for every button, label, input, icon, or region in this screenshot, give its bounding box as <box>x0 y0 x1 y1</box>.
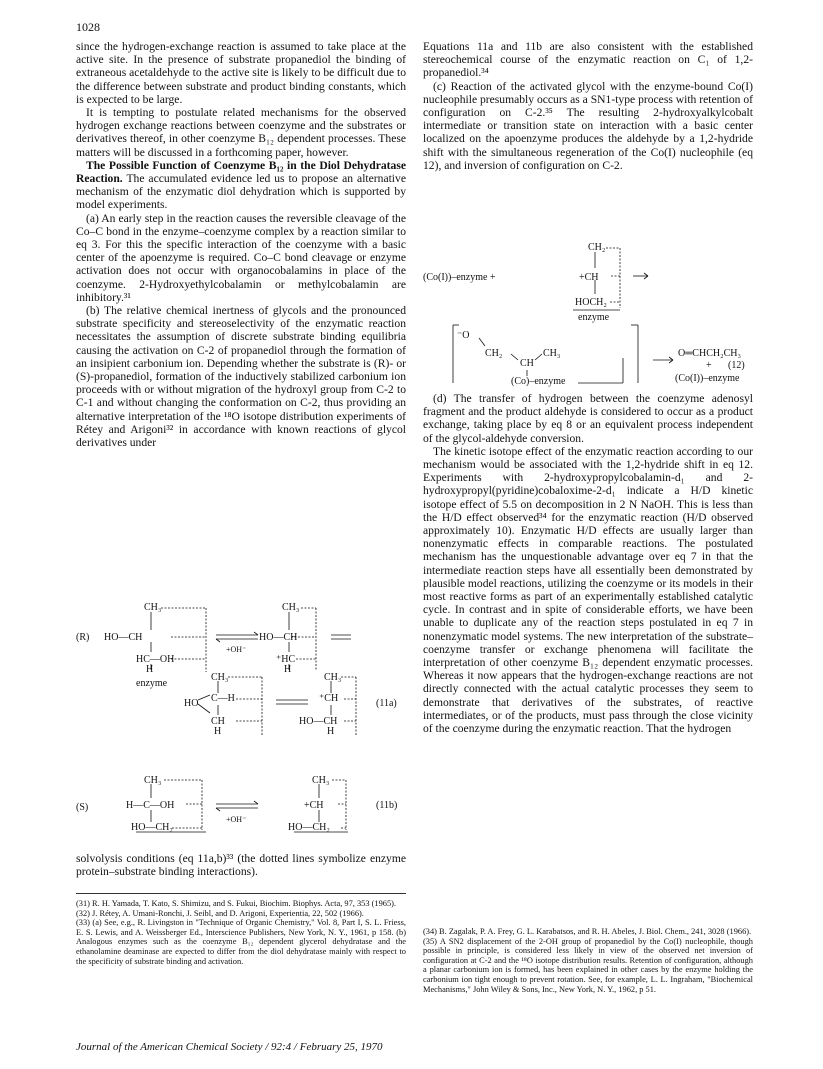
paragraph <box>76 159 406 212</box>
h-label: H <box>327 726 335 737</box>
ch3-label: CH₃ <box>282 602 300 613</box>
ho-ch-label: HO—CH <box>104 632 143 643</box>
paragraph: (c) Reaction of the activated glycol with the enzyme-bound Co(I) nucleophile presumably occurs as a SN1-type process with retention of configuration on C-2.³⁵ The resulting 2-hydroxyalkylcobalt intermediate or transition state on interaction with a basic center localized on the apoenzyme produces the aldehyde by a 1,2-hydride shift with the simultaneous regeneration of the Co(I) nucleophile (eq 12), and inversion of configuration on C-2. <box>423 79 754 172</box>
ch3-label: CH₃ <box>144 602 162 613</box>
ch2-label: CH₂ <box>485 348 503 359</box>
plus-hc-label: ⁺HC <box>276 654 296 665</box>
references-right <box>423 927 753 994</box>
reference-item: (34) B. Zagalak, P. A. Frey, G. L. Karabatsos, and R. H. Abeles, J. Biol. Chem., 241, 3028 (1966). <box>423 927 752 936</box>
product-label: O═CHCH₂CH₃ <box>678 348 741 359</box>
page-number: 1028 <box>76 20 100 34</box>
ho-ch2-label: HO—CH₂ <box>288 822 330 833</box>
left-column-continued <box>76 852 406 878</box>
hoch2-label: HOCH₂ <box>575 297 607 308</box>
reference-item: (33) (a) See, e.g., R. Livingston in "Technique of Organic Chemistry," Vol. 8, Part I, S. L. Friess, E. S. Lewis, and A. Weissberger Ed., Interscience Publishers, New York, N. Y., 1961, p 158. (b) Analogous enzymes such as the coenzyme B₁₂ dependent glycerol dehydratase and the ethanolamine deaminase are expected to differ from the diol dehydratase mainly with respect to the specificity of substrate binding and activation. <box>76 918 406 966</box>
enzyme-label: enzyme <box>578 312 610 323</box>
eq-number-11a: (11a) <box>376 698 397 709</box>
h-c-oh-label: H—C—OH <box>126 800 175 811</box>
co-enzyme-label: (Co(I))–enzyme + <box>423 272 496 283</box>
co-enzyme-label: (Co)–enzyme <box>511 376 566 387</box>
references-left <box>76 899 406 966</box>
paragraph-text: The accumulated evidence led us to propose an alternative mechanism of the enzymatic diol dehydration which is supported by model experiments. <box>76 172 406 212</box>
reference-item: (35) A SN2 displacement of the 2-OH group of propanediol by the Co(I) nucleophile, though possible in principle, is considered less likely in view of the observed net inversion of configuration at C-2 and the ¹⁸O isotope distribution results. Retention of configuration, although a planar carbonium ion is formed, has been explained in other cases by the enzyme holding the carbonium ion tight enough to prevent rotation. See, for example, L. L. Ingraham, "Biochemical Mechanisms," John Wiley & Sons, Inc., New York, N. Y., 1962, p 51. <box>423 936 753 994</box>
ch3-label: CH₃ <box>543 348 561 359</box>
paragraph: (b) The relative chemical inertness of glycols and the pronounced substrate specificity and stereoselectivity of the enzymatic reaction necessitates the assumption of discrete substrate binding equilibria causing the activation on C-2 of propanediol through the formation of an insipient carbonium ion. Depending whether the substrate is (R)- or (S)-propanediol, formation of the inductively stabilized carbonium ion proceeds with or without migration of the hydroxyl group from C-2 to C-1 and without changing the conformation on C-2, thus providing an alternative interpretation of the ¹⁸O isotope distribution experiments of Rétey and Arigoni³² in accordance with known reactions of glycol derivatives under <box>76 304 406 450</box>
left-column <box>76 40 406 449</box>
o-minus-label: ⁻O <box>457 330 470 341</box>
hc-oh-label: HC—OH <box>136 654 175 665</box>
plus-ch-label: +CH <box>304 800 324 811</box>
ch3-label: CH₃ <box>211 672 229 683</box>
h-label: H <box>146 664 154 675</box>
reference-item: (32) J. Rétey, A. Umani-Ronchi, J. Seibl, and D. Arigoni, Experientia, 22, 502 (1966). <box>76 908 364 918</box>
reaction-scheme-12 <box>423 238 758 388</box>
eq-number-11b: (11b) <box>376 800 398 811</box>
ch3-label: CH₃ <box>324 672 342 683</box>
h-label: H <box>214 726 222 737</box>
label-s: (S) <box>76 802 89 813</box>
right-column-continued <box>423 392 753 735</box>
paragraph: It is tempting to postulate related mechanisms for the observed hydrogen exchange reactions between coenzyme and the substrates or derivatives thereof, in other coenzyme B₁₂ dependent processes. These matters will be discussed in a forthcoming paper, however. <box>76 106 406 159</box>
ho-ch-label: HO—CH <box>299 716 338 727</box>
label-r: (R) <box>76 632 90 643</box>
ho-ch-label: HO—CH <box>259 632 298 643</box>
paragraph: The kinetic isotope effect of the enzymatic reaction according to our mechanism would be associated with the 1,2-hydride shift in eq 12. Experiments with 2-hydroxypropylcobalamin-d₁ and 2-hydroxypropyl(pyridine)cobaloxime-2-d₁ indicate a H/D kinetic isotope effect of 5.5 on decomposition in 2 N NaOH. This is less than the H/D effect observed³⁴ for the enzymatic reaction (H/D observed approximately 10). Enzymatic H/D effects are usually larger than nonenzymatic effects in comparable reactions. The postulated mechanism has the unquestionable advantage over eq 7 in that the intermediate reaction steps have all essentially been demonstrated by plausible model reactions, utilizing the coenzyme or its models in their most reactive forms as part of an experimentally established catalytic cycle. In contrast and in spite of considerable efforts, we have been unable to duplicate any of the reaction steps postulated in eq 7 in nonenzymatic model systems. The new interpretation of the substrate–coenzyme transfer or exchange phenomena will facilitate the interpretation of other coenzyme B₁₂ dependent enzymatic processes. Whereas it now appears that the hydrogen-exchange reactions are not directly connected with the actual catalytic processes they seem to demonstrate that derivatives of the substrates, of reactive intermediates, or of the products, must pass through the close vicinity of the coenzyme during the enzymatic reaction. That the hydrogen <box>423 444 753 736</box>
ch-label: CH <box>211 716 225 727</box>
oh-minus-label: +OH⁻ <box>226 645 247 654</box>
plus-label: + <box>706 360 712 371</box>
c-h-label: C—H <box>211 693 235 704</box>
eq-number-12: (12) <box>728 360 745 371</box>
footnote-separator <box>76 893 406 894</box>
ch3-label: CH₃ <box>312 775 330 786</box>
reaction-scheme-11 <box>76 600 411 850</box>
ho-label: HO <box>184 698 199 709</box>
ho-ch2-label: HO—CH₂ <box>131 822 173 833</box>
ch3-label: CH₃ <box>144 775 162 786</box>
h-label: H <box>284 664 292 675</box>
ch2-label: CH₂ <box>588 242 606 253</box>
reference-item: (31) R. H. Yamada, T. Kato, S. Shimizu, and S. Fukui, Biochim. Biophys. Acta, 97, 353 (1965). <box>76 899 397 908</box>
paragraph: (a) An early step in the reaction causes the reversible cleavage of the Co–C bond in the enzyme–coenzyme complex by a reaction similar to eq 3. For this the specific interaction of the coenzyme with a basic center of the apoenzyme is required. Co–C bond cleavage or enzyme activation does not occur with organocobalamins in place of the coenzyme. 2-Hydroxyethylcobalamin or methylcobalamin are inhibitory.³¹ <box>76 211 406 304</box>
paragraph: (d) The transfer of hydrogen between the coenzyme adenosyl fragment and the product aldehyde is considered to occur as a product exchange, taking place by eq 8 or an equivalent process independent of the glycol-aldehyde conversion. <box>423 392 753 445</box>
enzyme-label: enzyme <box>136 678 168 689</box>
right-column <box>423 40 753 172</box>
section-heading: The Possible Function of Coenzyme B₁₂ in the Diol Dehydratase Reaction. <box>76 158 406 186</box>
oh-minus-label: +OH⁻ <box>226 815 247 824</box>
paragraph: solvolysis conditions (eq 11a,b)³³ (the dotted lines symbolize enzyme protein–substrate binding interactions). <box>76 852 406 879</box>
paragraph: Equations 11a and 11b are also consistent with the established stereochemical course of the enzymatic reaction on C₁ of 1,2-propanediol.³⁴ <box>423 40 753 80</box>
ch-label: CH <box>520 358 534 369</box>
plus-ch-label: ⁺CH <box>319 693 339 704</box>
journal-footer: Journal of the American Chemical Society / 92:4 / February 25, 1970 <box>76 1041 383 1053</box>
paragraph: since the hydrogen-exchange reaction is assumed to take place at the active site. In the presence of substrate propanediol the binding of extraneous acetaldehyde to the active site is likely to be difficult due to the difference between substrate and product binding constants, which is expected to be large. <box>76 40 406 106</box>
product2-label: (Co(I))–enzyme <box>675 373 740 384</box>
plus-ch-label: +CH <box>579 272 599 283</box>
